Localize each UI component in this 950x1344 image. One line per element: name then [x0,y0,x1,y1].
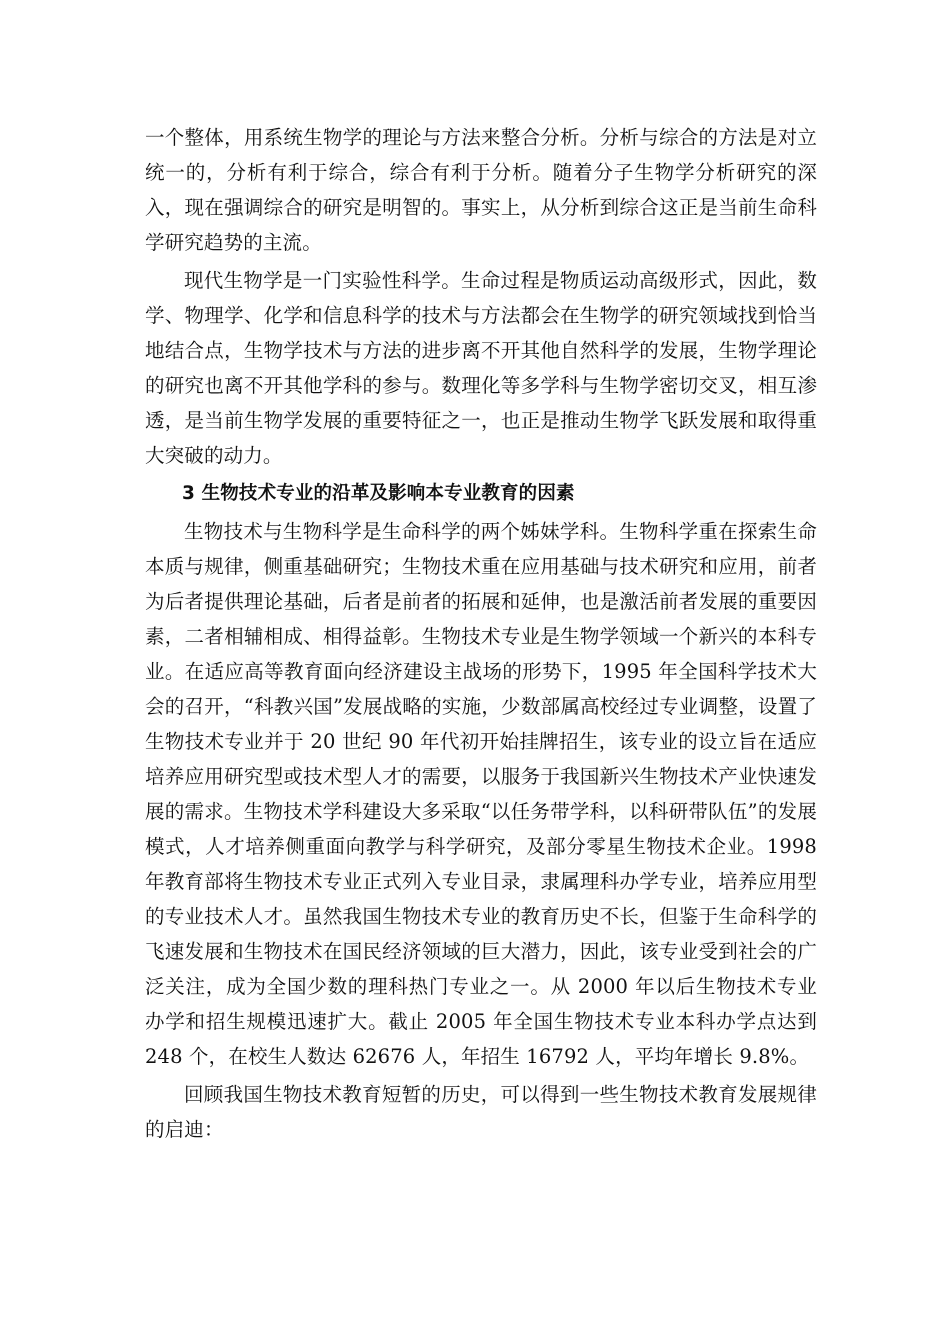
paragraph-review: 回顾我国生物技术教育短暂的历史，可以得到一些生物技术教育发展规律的启迪： [145,1083,817,1141]
paragraph-biotech-history: 生物技术与生物科学是生命科学的两个姊妹学科。生物科学重在探索生命本质与规律，侧重基础研究；生物技术重在应用基础与技术研究和应用，前者为后者提供理论基础，后者是前者的拓展和延伸，也是激活前者发展的重要因素，二者相辅相成、相得益彰。生物技术专业是生物学领域一个新兴的本科专业。在适应高等教育面向经济建设主战场的形势下，1995 年全国科学技术大会的召开，“科教兴国”发展战略的实施，少数部属高校经过专业调整，设置了生物技术专业并于 20 世纪 90 年代初开始挂牌招生，该专业的设立旨在适应培养应用研究型或技术型人才的需要，以服务于我国新兴生物技术产业快速发展的需求。生物技术学科建设大多采取“以任务带学科，以科研带队伍”的发展模式，人才培养侧重面向教学与科学研究，及部分零星生物技术企业。1998 年教育部将生物技术专业正式列入专业目录，隶属理科办学专业，培养应用型的专业技术人才。虽然我国生物技术专业的教育历史不长，但鉴于生命科学的飞速发展和生物技术在国民经济领域的巨大潜力，因此，该专业受到社会的广泛关注，成为全国少数的理科热门专业之一。从 2000 年以后生物技术专业办学和招生规模迅速扩大。截止 2005 年全国生物技术专业本科办学点达到 248 个，在校生人数达 62676 人，年招生 16792 人，平均年增长 9.8%。 [145,520,817,1068]
section-heading-3: 3 生物技术专业的沿革及影响本专业教育的因素 [182,483,575,504]
paragraph-modern-biology: 现代生物学是一门实验性科学。生命过程是物质运动高级形式，因此，数学、物理学、化学和信息科学的技术与方法都会在生物学的研究领域找到恰当地结合点，生物学技术与方法的进步离不开其他自然科学的发展，生物学理论的研究也离不开其他学科的参与。数理化等多学科与生物学密切交叉，相互渗透，是当前生物学发展的重要特征之一，也正是推动生物学飞跃发展和取得重大突破的动力。 [145,269,817,467]
paragraph-continuation: 一个整体，用系统生物学的理论与方法来整合分析。分析与综合的方法是对立统一的，分析有利于综合，综合有利于分析。随着分子生物学分析研究的深入，现在强调综合的研究是明智的。事实上，从分析到综合这正是当前生命科学研究趋势的主流。 [145,126,817,254]
document-body [145,120,817,1150]
